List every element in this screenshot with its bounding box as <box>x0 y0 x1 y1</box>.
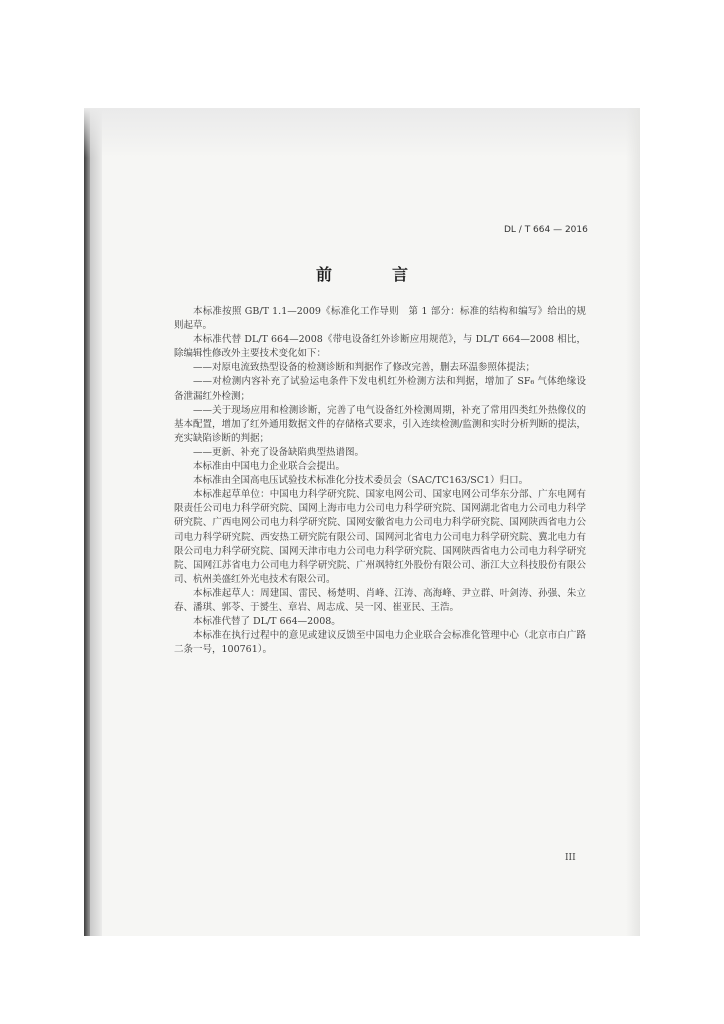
paragraph-supersedes: 本标准代替了 DL/T 664—2008。 <box>193 616 341 628</box>
page-title: 前 言 <box>315 265 430 284</box>
top-shading <box>84 108 640 158</box>
document-number: DL / T 664 — 2016 <box>504 225 588 235</box>
paragraph-drafters: 本标准起草人：周建国、雷民、杨楚明、肖峰、江涛、高海峰、尹立群、叶剑涛、孙强、朱立春、潘琪、郭苓、于赟生、章岩、周志成、吴一冈、崔亚民、王浩。 <box>174 587 586 613</box>
paragraph-change-2: ——对检测内容补充了试验运电条件下发电机红外检测方法和判据，增加了 SF₆ 气体绝缘设备泄漏红外检测； <box>174 376 586 402</box>
paragraph-proposer: 本标准由中国电力企业联合会提出。 <box>193 461 346 473</box>
foreword-body <box>174 305 586 657</box>
binding-edge <box>90 108 102 936</box>
paragraph-change-1: ——对原电流致热型设备的检测诊断和判据作了修改完善，删去环温参照体提法； <box>193 362 536 374</box>
page-number: III <box>565 853 576 863</box>
paragraph-drafting-units: 本标准起草单位：中国电力科学研究院、国家电网公司、国家电网公司华东分部、广东电网有限责任公司电力科学研究院、国网上海市电力公司电力科学研究院、国网湖北省电力公司电力科学研究院、广西电网公司电力科学研究院、国网安徽省电力公司电力科学研究院、国网陕西省电力公司电力科学研究院、西安热工研究院有限公司、国网河北省电力公司电力科学研究院、冀北电力有限公司电力科学研究院、国网天津市电力公司电力科学研究院、国网陕西省电力公司电力科学研究院、国网江苏省电力公司电力科学研究院、广州飒特红外股份有限公司、浙江大立科技股份有限公司、杭州美盛红外光电技术有限公司。 <box>174 489 586 585</box>
paragraph-change-4: ——更新、补充了设备缺陷典型热谱图。 <box>193 446 365 458</box>
paragraph-feedback: 本标准在执行过程中的意见或建议反馈至中国电力企业联合会标准化管理中心（北京市白广路二条一号，100761）。 <box>174 630 586 656</box>
paragraph-replacement: 本标准代替 DL/T 664—2008《带电设备红外诊断应用规范》，与 DL/T 664—2008 相比，除编辑性修改外主要技术变化如下： <box>174 334 586 360</box>
paragraph-committee: 本标准由全国高电压试验技术标准化分技术委员会（SAC/TC163/SC1）归口。 <box>193 475 529 487</box>
paragraph-drafting-rules: 本标准按照 GB/T 1.1—2009《标准化工作导则 第 1 部分：标准的结构和编写》给出的规则起草。 <box>174 306 586 332</box>
paragraph-change-3: ——关于现场应用和检测诊断，完善了电气设备红外检测周期，补充了常用四类红外热像仪的基本配置，增加了红外通用数据文件的存储格式要求，引入连续检测/监测和实时分析判断的提法，充实缺陷诊断的判据； <box>174 404 586 444</box>
right-shading <box>626 108 640 936</box>
